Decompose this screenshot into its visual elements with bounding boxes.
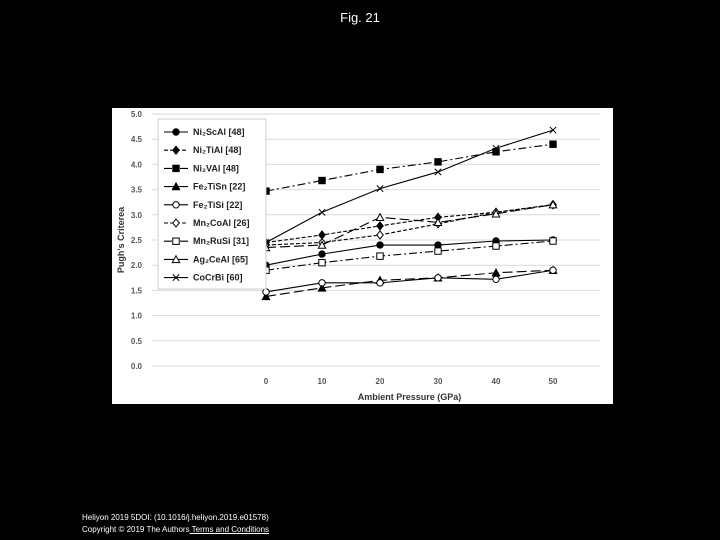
copyright-text: Copyright © 2019 The Authors — [82, 525, 190, 534]
data-point — [493, 276, 499, 282]
data-point — [377, 253, 383, 259]
legend-item — [164, 145, 241, 155]
data-point — [550, 141, 556, 147]
data-point — [435, 275, 441, 281]
legend-item — [164, 200, 242, 210]
legend-label: Mn₂CoAl [26] — [193, 218, 250, 228]
data-point — [173, 238, 179, 244]
series-line — [266, 130, 553, 242]
x-tick-label: 30 — [433, 377, 443, 386]
data-point — [173, 202, 179, 208]
y-tick-label: 3.0 — [130, 210, 142, 220]
data-point — [263, 289, 269, 295]
y-tick-label: 2.5 — [130, 236, 142, 245]
footer — [82, 512, 269, 536]
data-point — [435, 169, 441, 175]
series-line — [266, 240, 553, 265]
x-tick-label: 50 — [548, 377, 558, 386]
terms-link[interactable]: Terms and Conditions — [189, 525, 270, 534]
y-tick-label: 2.0 — [130, 261, 142, 271]
data-point — [319, 177, 325, 183]
data-point — [319, 280, 325, 286]
x-tick-label: 0 — [263, 377, 269, 386]
data-point — [173, 129, 179, 135]
series-line — [266, 270, 553, 296]
x-tick-label: 10 — [317, 377, 327, 386]
legend-item — [164, 163, 239, 173]
legend-item — [164, 218, 250, 228]
data-point — [550, 238, 556, 244]
legend-label: Fe₂TiSn [22] — [193, 181, 246, 192]
data-point — [173, 165, 179, 171]
y-tick-label: 3.5 — [130, 185, 142, 195]
x-tick-label: 40 — [491, 377, 501, 386]
legend-label: Ag₂CeAl [65] — [193, 254, 249, 265]
series-5 — [263, 201, 556, 249]
legend-label: Ni₂ScAl [48] — [193, 127, 245, 137]
legend-label: Ni₂VAl [48] — [193, 163, 239, 174]
x-axis-ticks — [264, 377, 558, 386]
series-4 — [263, 267, 556, 295]
x-axis-label: Ambient Pressure (GPa) — [357, 392, 462, 402]
doi-text: Heliyon 2019 5DOI: (10.1016/j.heliyon.2019.e01578) — [82, 513, 269, 522]
data-point — [377, 166, 383, 172]
data-point — [377, 185, 383, 191]
series-8 — [263, 127, 556, 246]
data-point — [550, 127, 556, 133]
y-axis-ticks — [131, 110, 143, 371]
legend-item — [164, 254, 248, 264]
data-point — [435, 159, 441, 165]
data-point — [435, 248, 441, 254]
data-point — [493, 243, 499, 249]
pugh-chart — [112, 108, 613, 404]
data-point — [377, 242, 383, 248]
series-0 — [263, 237, 556, 269]
legend-label: Fe₂TiSi [22] — [193, 199, 243, 210]
series-3 — [262, 267, 556, 300]
series-line — [266, 270, 553, 292]
chart-panel — [112, 108, 613, 404]
legend-item — [164, 182, 245, 192]
series-2 — [263, 141, 556, 194]
y-axis-label: Pugh's Criterea — [116, 206, 126, 274]
legend-label: Ni₂TiAl [48] — [193, 145, 242, 156]
data-point — [435, 242, 441, 248]
slide-title: Fig. 21 — [340, 10, 380, 25]
y-tick-label: 1.0 — [130, 311, 142, 321]
data-point — [377, 280, 383, 286]
y-tick-label: 1.5 — [130, 286, 142, 296]
y-tick-label: 0.5 — [130, 336, 142, 346]
series-7 — [262, 201, 556, 251]
data-point — [377, 222, 383, 230]
copyright-line — [82, 524, 269, 536]
series-line — [266, 144, 553, 191]
data-point — [550, 267, 556, 273]
y-tick-label: 5.0 — [130, 110, 142, 119]
legend-label: Mn₂RuSi [31] — [193, 236, 249, 247]
y-tick-label: 0.0 — [130, 362, 142, 371]
legend-item — [164, 236, 249, 246]
x-tick-label: 20 — [375, 377, 385, 386]
data-point — [377, 231, 383, 239]
series-6 — [263, 238, 556, 274]
data-point — [319, 259, 325, 265]
legend-item — [164, 127, 245, 137]
data-point — [319, 251, 325, 257]
legend — [158, 119, 266, 289]
y-tick-label: 4.5 — [130, 135, 142, 145]
series-lines — [262, 127, 556, 300]
legend-label: CoCrBi [60] — [193, 272, 243, 283]
series-line — [266, 205, 553, 245]
y-tick-label: 4.0 — [130, 160, 142, 170]
